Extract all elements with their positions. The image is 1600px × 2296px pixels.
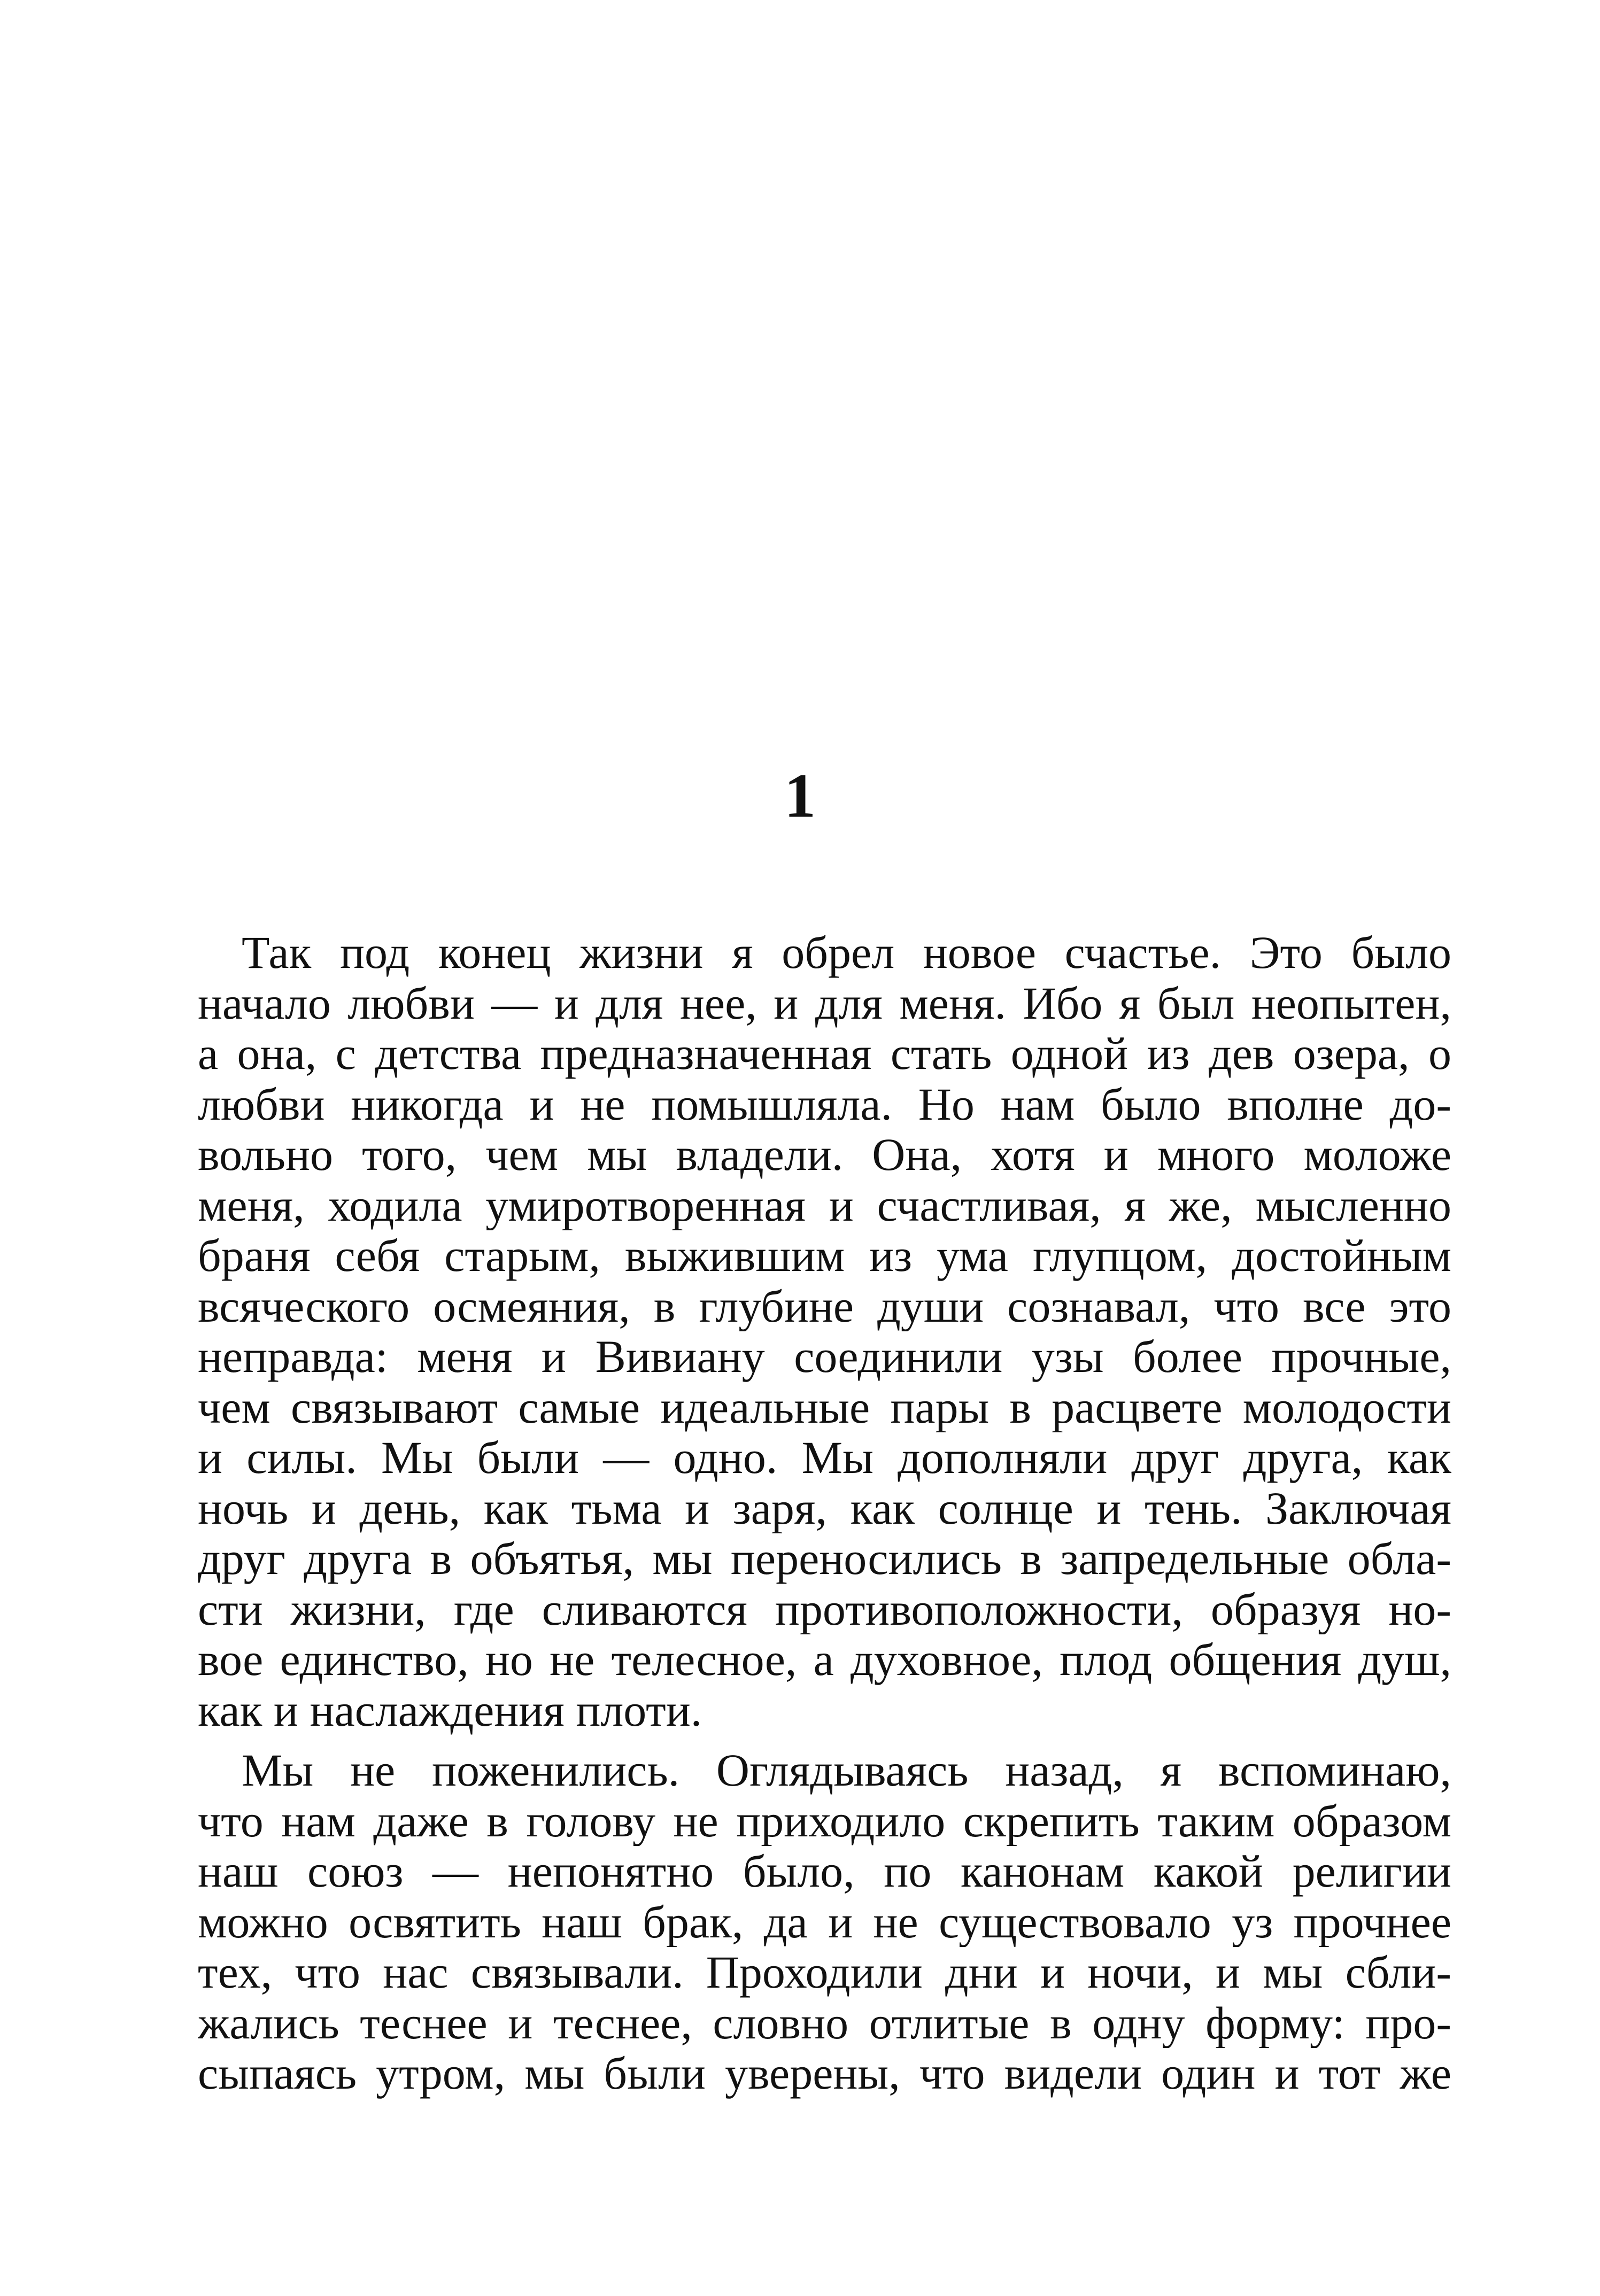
text-line: сти жизни, где сливаются противоположности, образуя но-	[198, 1584, 1451, 1634]
text-line: чем связывают самые идеальные пары в расцвете молодости	[198, 1382, 1451, 1432]
text-line: а она, с детства предназначенная стать одной из дев озера, о	[198, 1028, 1451, 1079]
paragraph	[198, 1745, 1451, 2099]
text-line: любви никогда и не помышляла. Но нам было вполне до-	[198, 1079, 1451, 1129]
text-line: браня себя старым, выжившим из ума глупцом, достойным	[198, 1230, 1451, 1281]
text-line: всяческого осмеяния, в глубине души сознавал, что все это	[198, 1281, 1451, 1331]
text-line: меня, ходила умиротворенная и счастливая, я же, мысленно	[198, 1180, 1451, 1230]
text-line: можно освятить наш брак, да и не существовало уз прочнее	[198, 1896, 1451, 1947]
text-line: и силы. Мы были — одно. Мы дополняли друг друга, как	[198, 1432, 1451, 1483]
text-line: Мы не поженились. Оглядываясь назад, я вспоминаю,	[242, 1745, 1451, 1796]
text-line: как и наслаждения плоти.	[198, 1685, 702, 1735]
text-line: жались теснее и теснее, словно отлитые в одну форму: про-	[198, 1997, 1451, 2048]
text-line: тех, что нас связывали. Проходили дни и ночи, и мы сбли-	[198, 1947, 1451, 1998]
text-line: наш союз — непонятно было, по канонам какой религии	[198, 1846, 1451, 1897]
paragraph	[198, 927, 1451, 1735]
text-line: неправда: меня и Вивиану соединили узы более прочные,	[198, 1331, 1451, 1382]
text-line: ночь и день, как тьма и заря, как солнце и тень. Заключая	[198, 1483, 1451, 1533]
text-line: что нам даже в голову не приходило скрепить таким образом	[198, 1795, 1451, 1846]
paragraph-gap	[198, 1735, 1451, 1745]
text-line: начало любви — и для нее, и для меня. Ибо я был неопытен,	[198, 978, 1451, 1028]
text-line: вое единство, но не телесное, а духовное, плод общения душ,	[198, 1634, 1451, 1685]
text-line: друг друга в объятья, мы переносились в запредельные обла-	[198, 1533, 1451, 1584]
chapter-text	[198, 927, 1451, 2099]
text-line: сыпаясь утром, мы были уверены, что видели один и тот же	[198, 2048, 1451, 2099]
text-line: вольно того, чем мы владели. Она, хотя и много моложе	[198, 1129, 1451, 1180]
chapter-number: 1	[784, 761, 816, 831]
text-line: Так под конец жизни я обрел новое счастье. Это было	[242, 927, 1451, 978]
